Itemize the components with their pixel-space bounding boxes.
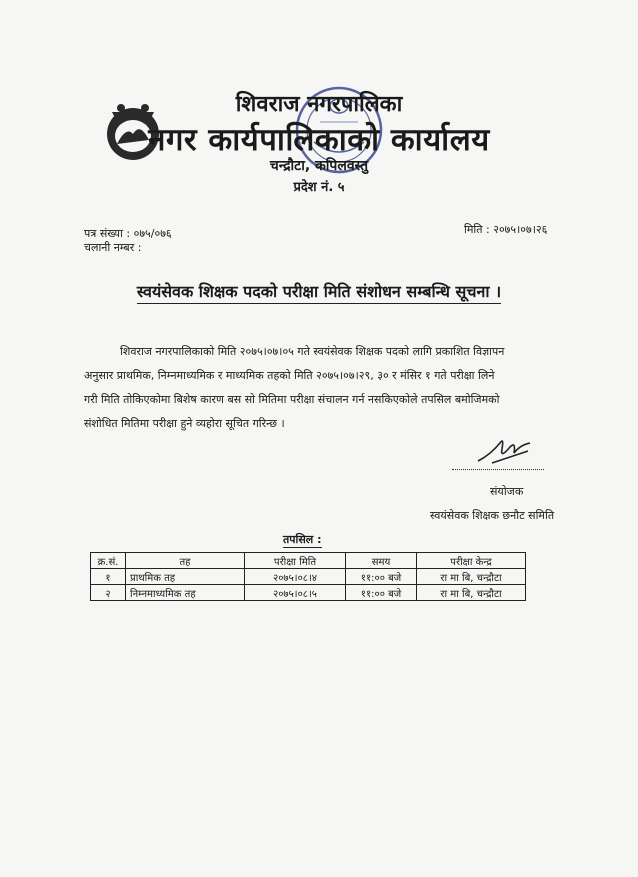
header-serial: क्र.सं. xyxy=(91,553,126,569)
header-time: समय xyxy=(346,553,417,569)
handwritten-signature xyxy=(470,433,540,467)
office-address: चन्द्रौटा, कपिलवस्तु xyxy=(269,158,369,174)
header-exam-date: परीक्षा मिति xyxy=(245,553,346,569)
body-line: संशोधित मितिमा परीक्षा हुने व्यहोरा सूचित गरिन्छ । xyxy=(84,417,285,430)
letter-number: पत्र संख्या : ०७५/०७६ xyxy=(84,227,172,240)
cell-exam-center: रा मा बि, चन्द्रौटा xyxy=(417,585,526,601)
signature-line xyxy=(452,469,544,470)
body-line: शिवराज नगरपालिकाको मिति २०७५।०७।०५ गते स्वयंसेवक शिक्षक पदको लागि प्रकाशित विज्ञापन xyxy=(120,345,505,358)
cell-serial: २ xyxy=(91,585,126,601)
header-level: तह xyxy=(126,553,245,569)
cell-exam-center: रा मा बि, चन्द्रौटा xyxy=(417,569,526,585)
cell-time: ११:०० बजे xyxy=(346,569,417,585)
cell-level: प्राथमिक तह xyxy=(126,569,245,585)
signatory-committee: स्वयंसेवक शिक्षक छनौट समिति xyxy=(430,509,555,522)
cell-exam-date: २०७५।०८।५ xyxy=(245,585,346,601)
body-line: अनुसार प्राथमिक, निम्नमाध्यमिक र माध्यमिक तहको मिति २०७५।०७।२९, ३० र मंसिर १ गते परीक्षा लिने xyxy=(84,369,495,382)
cell-exam-date: २०७५।०८।४ xyxy=(245,569,346,585)
table-row xyxy=(91,569,526,585)
province-label: प्रदेश नं. ५ xyxy=(293,180,345,195)
dispatch-number: चलानी नम्बर : xyxy=(84,241,142,254)
cell-level: निम्नमाध्यमिक तह xyxy=(126,585,245,601)
notice-subject xyxy=(0,280,638,302)
office-name: नगर कार्यपालिकाको कार्यालय xyxy=(148,122,490,158)
notice-body xyxy=(84,340,580,436)
cell-time: ११:०० बजे xyxy=(346,585,417,601)
municipality-name: शिवराज नगरपालिका xyxy=(235,92,403,117)
notice-subject-text: स्वयंसेवक शिक्षक पदको परीक्षा मिति संशोधन सम्बन्धि सूचना । xyxy=(137,282,501,304)
signatory-title: संयोजक xyxy=(490,485,524,498)
schedule-label: तपसिल : xyxy=(283,533,322,546)
header-exam-center: परीक्षा केन्द्र xyxy=(417,553,526,569)
exam-schedule-table xyxy=(90,552,526,601)
letter-date: मिति : २०७५।०७।२६ xyxy=(464,223,548,236)
body-line: गरी मिति तोकिएकोमा बिशेष कारण बस सो मितिमा परीक्षा संचालन गर्न नसकिएकोले तपसिल बमोजिमको xyxy=(84,393,500,406)
cell-serial: १ xyxy=(91,569,126,585)
table-row xyxy=(91,585,526,601)
table-header-row xyxy=(91,553,526,569)
